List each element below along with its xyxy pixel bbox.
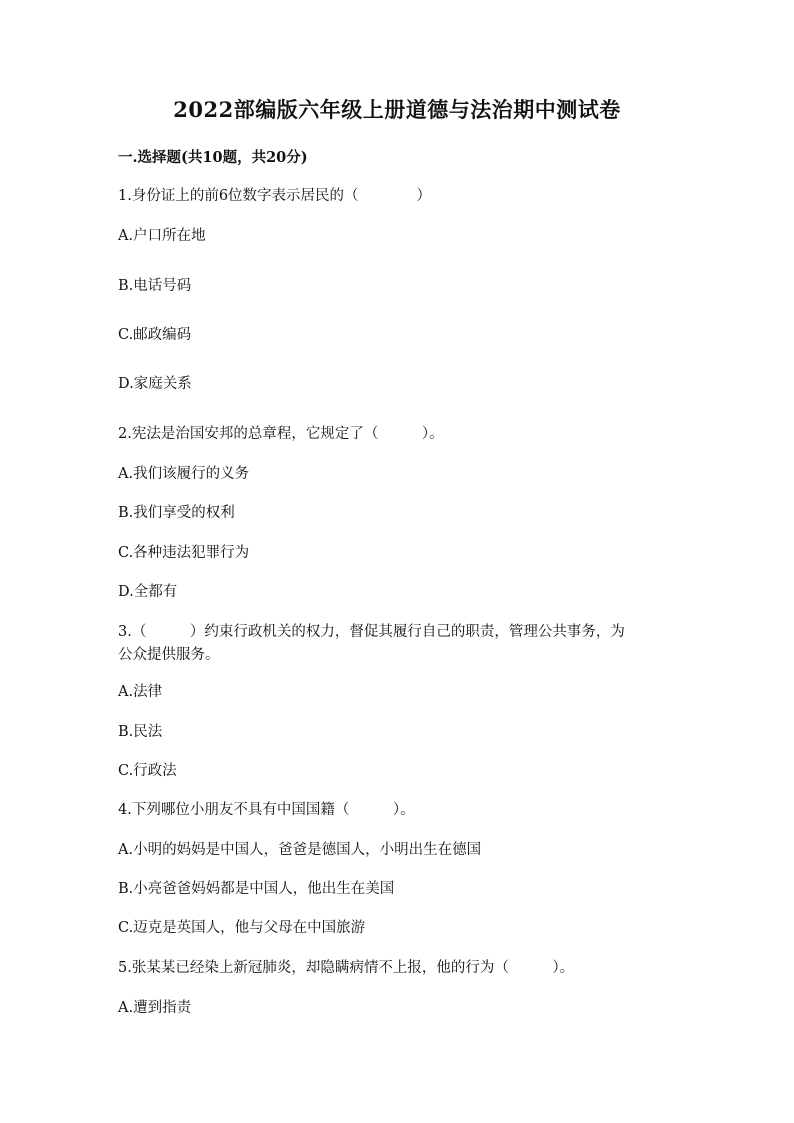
question-4-stem: 4.下列哪位小朋友不具有中国国籍（ ）。 [118,802,415,818]
question-1-option-a: A.户口所在地 [118,228,206,244]
question-3-option-b: B.民法 [118,724,163,740]
question-1-option-c: C.邮政编码 [118,327,192,343]
question-4-option-a: A.小明的妈妈是中国人，爸爸是德国人，小明出生在德国 [118,842,482,858]
section-heading: 一.选择题(共10题，共20分) [118,149,308,166]
question-3-stem-line-2: 公众提供服务。 [118,647,220,663]
question-5-option-a: A.遭到指责 [118,1000,192,1016]
question-2-option-b: B.我们享受的权利 [118,505,235,521]
question-2-option-a: A.我们该履行的义务 [118,466,250,482]
question-4-option-c: C.迈克是英国人，他与父母在中国旅游 [118,920,366,936]
question-5-stem: 5.张某某已经染上新冠肺炎，却隐瞒病情不上报，他的行为（ ）。 [118,960,575,976]
question-1-option-b: B.电话号码 [118,278,192,294]
question-2-option-c: C.各种违法犯罪行为 [118,545,250,561]
question-3-option-a: A.法律 [118,684,163,700]
question-3-option-c: C.行政法 [118,763,177,779]
question-1-option-d: D.家庭关系 [118,376,192,392]
question-2-option-d: D.全都有 [118,584,178,600]
question-4-option-b: B.小亮爸爸妈妈都是中国人，他出生在美国 [118,881,395,897]
question-1-stem: 1.身份证上的前6位数字表示居民的（ ） [118,188,432,204]
question-3-stem-line-1: 3.（ ）约束行政机关的权力，督促其履行自己的职责，管理公共事务，为 [118,624,625,640]
question-2-stem: 2.宪法是治国安邦的总章程，它规定了（ ）。 [118,426,444,442]
page-title: 2022部编版六年级上册道德与法治期中测试卷 [173,97,621,122]
